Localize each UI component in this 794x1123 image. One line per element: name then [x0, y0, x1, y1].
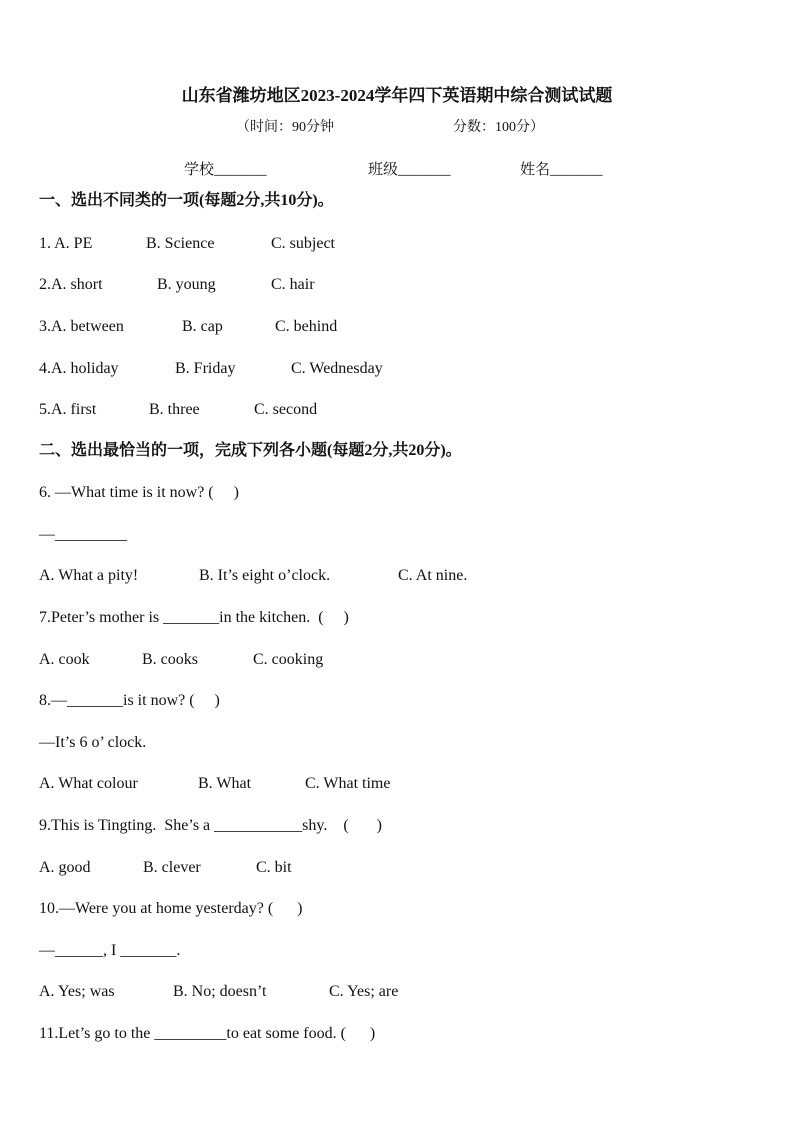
q3-option-a: 3.A. between	[39, 318, 124, 335]
q2-option-c: C. hair	[271, 276, 315, 293]
q3-option-c: C. behind	[275, 318, 338, 335]
q9-option-c: C. bit	[256, 859, 292, 876]
q8-option-a: A. What colour	[39, 775, 138, 792]
q11-stem: 11.Let’s go to the _________to eat some food. ( )	[39, 1025, 376, 1042]
q9-stem: 9.This is Tingting. She’s a ___________shy. ( )	[39, 817, 382, 834]
q7-option-b: B. cooks	[142, 651, 198, 668]
q6-option-a: A. What a pity!	[39, 567, 139, 584]
q4-option-b: B. Friday	[175, 360, 236, 377]
school-field: 学校_______	[184, 162, 267, 178]
q5-option-c: C. second	[254, 401, 318, 418]
q6-stem: 6. —What time is it now? ( )	[39, 484, 239, 501]
q8-answer-line: —It’s 6 o’ clock.	[39, 734, 147, 751]
q9-option-b: B. clever	[143, 859, 201, 876]
exam-score: 分数：100分）	[453, 120, 544, 135]
q5-option-a: 5.A. first	[39, 401, 97, 418]
q10-answer-line: —______, I _______.	[39, 942, 181, 959]
q3-option-b: B. cap	[182, 318, 223, 335]
q4-option-a: 4.A. holiday	[39, 360, 119, 377]
q1-option-c: C. subject	[271, 235, 335, 252]
q6-option-c: C. At nine.	[398, 567, 468, 584]
q10-option-a: A. Yes; was	[39, 983, 115, 1000]
q7-option-a: A. cook	[39, 651, 90, 668]
q2-option-b: B. young	[157, 276, 216, 293]
exam-time: （时间：90分钟	[236, 120, 334, 135]
q6-answer-line: —_________	[39, 526, 127, 543]
q8-stem: 8.—_______is it now? ( )	[39, 692, 220, 709]
q10-option-b: B. No; doesn’t	[173, 983, 267, 1000]
class-field: 班级_______	[368, 162, 451, 178]
page-title: 山东省潍坊地区2023-2024学年四下英语期中综合测试试题	[181, 86, 613, 105]
section-1-heading: 一、选出不同类的一项(每题2分,共10分)。	[39, 192, 334, 209]
q1-option-a: 1. A. PE	[39, 235, 93, 252]
q4-option-c: C. Wednesday	[291, 360, 383, 377]
name-field: 姓名_______	[520, 162, 603, 178]
q8-option-c: C. What time	[305, 775, 391, 792]
q1-option-b: B. Science	[146, 235, 215, 252]
q7-stem: 7.Peter’s mother is _______in the kitchen. ( )	[39, 609, 349, 626]
q5-option-b: B. three	[149, 401, 200, 418]
q10-option-c: C. Yes; are	[329, 983, 399, 1000]
q7-option-c: C. cooking	[253, 651, 324, 668]
q2-option-a: 2.A. short	[39, 276, 103, 293]
q9-option-a: A. good	[39, 859, 91, 876]
section-2-heading: 二、选出最恰当的一项，完成下列各小题(每题2分,共20分)。	[39, 442, 462, 459]
q6-option-b: B. It’s eight o’clock.	[199, 567, 331, 584]
q8-option-b: B. What	[198, 775, 252, 792]
q10-stem: 10.—Were you at home yesterday? ( )	[39, 900, 303, 917]
